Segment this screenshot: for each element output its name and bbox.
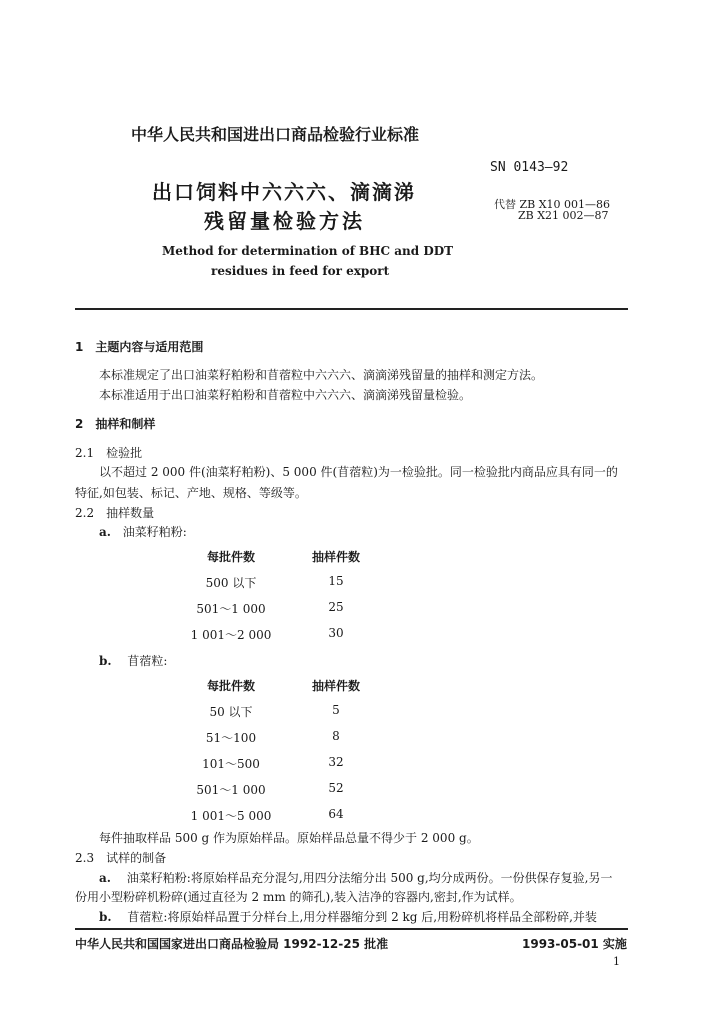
table-a-batch-2: 1 001～2 000	[190, 628, 272, 642]
item-2-3-b	[99, 908, 597, 925]
table-a-col-batch: 每批件数	[206, 550, 255, 564]
section-2-1-heading: 2.1 检验批	[75, 446, 143, 460]
header-divider	[75, 308, 628, 310]
table-b-sample-3: 52	[328, 781, 344, 795]
table-b-batch-1: 51～100	[205, 731, 257, 745]
table-b-sample-1: 8	[332, 729, 340, 743]
item-b-label: b.	[99, 654, 112, 668]
english-title-line-2: residues in feed for export	[211, 264, 390, 278]
item-a-label: a.	[99, 525, 111, 539]
table-a-sample-2: 30	[328, 626, 344, 640]
section-2-1-line-2: 特征,如包装、标记、产地、规格、等级等。	[75, 486, 307, 500]
section-2-1-line-1: 以不超过 2 000 件(油菜籽粕粉)、5 000 件(苜蓿粒)为一检验批。同一检验批内商品应具有同一的	[99, 465, 618, 479]
approval-statement: 中华人民共和国国家进出口商品检验局 1992-12-25 批准	[75, 937, 389, 951]
item-a	[99, 523, 187, 540]
effective-date: 1993-05-01 实施	[522, 937, 627, 951]
page-number: 1	[613, 955, 620, 968]
footer-divider	[75, 928, 628, 930]
table-b-col-batch: 每批件数	[206, 679, 255, 693]
table-a-col-sample: 抽样件数	[311, 550, 360, 564]
issuer-title: 中华人民共和国进出口商品检验行业标准	[131, 125, 420, 144]
table-b-sample-4: 64	[328, 807, 344, 821]
item-2-3-a-line-2: 份用小型粉碎机粉碎(通过直径为 2 mm 的筛孔),装入洁净的容器内,密封,作为试样。	[75, 890, 522, 904]
item-2-3-b-line-1: 苜蓿粒:将原始样品置于分样台上,用分样器缩分到 2 kg 后,用粉碎机将样品全部粉碎,并装	[127, 910, 597, 924]
table-a-batch-1: 501～1 000	[196, 602, 266, 616]
table-b-col-sample: 抽样件数	[311, 679, 360, 693]
section-2-2-heading: 2.2 抽样数量	[75, 506, 155, 520]
table-a-batch-0: 500 以下	[205, 576, 257, 590]
section-2-heading: 2 抽样和制样	[75, 417, 156, 431]
table-b-batch-0: 50 以下	[209, 705, 253, 719]
title-line-1: 出口饲料中六六六、滴滴涕	[152, 180, 416, 204]
replaces-standard-2: ZB X21 002—87	[518, 209, 609, 222]
section-1-para-1: 本标准规定了出口油菜籽粕粉和苜蓿粒中六六六、滴滴涕残留量的抽样和测定方法。	[99, 368, 544, 382]
table-b-sample-0: 5	[332, 703, 340, 717]
standard-number: SN 0143—92	[490, 160, 569, 175]
item-2-3-a-line-1: 油菜籽粕粉:将原始样品充分混匀,用四分法缩分出 500 g,均分成两份。一份供保存复验,另一	[126, 871, 613, 885]
table-b-sample-2: 32	[328, 755, 344, 769]
section-1-heading: 1 主题内容与适用范围	[75, 340, 204, 354]
item-a-text: 油菜籽粕粉:	[122, 525, 187, 539]
item-2-3-a	[99, 869, 613, 886]
item-2-3-a-label: a.	[99, 871, 111, 885]
replaces-standard-1: ZB X10 001—86	[519, 198, 611, 211]
replaces-label: 代替 ZB X10 001—86	[494, 198, 611, 211]
item-2-3-b-label: b.	[99, 910, 112, 924]
item-b-text: 苜蓿粒:	[127, 654, 168, 668]
table-b-batch-4: 1 001～5 000	[190, 809, 272, 823]
section-1-para-2: 本标准适用于出口油菜籽粕粉和苜蓿粒中六六六、滴滴涕残留量检验。	[99, 388, 472, 402]
table-a-sample-1: 25	[328, 600, 344, 614]
english-title-line-1: Method for determination of BHC and DDT	[162, 244, 454, 258]
sample-weight-note: 每件抽取样品 500 g 作为原始样品。原始样品总量不得少于 2 000 g。	[99, 831, 479, 845]
table-b-batch-2: 101～500	[202, 757, 260, 771]
section-2-3-heading: 2.3 试样的制备	[75, 851, 167, 865]
title-line-2: 残留量检验方法	[204, 209, 365, 233]
table-a-sample-0: 15	[328, 574, 344, 588]
item-b	[99, 652, 167, 669]
table-b-batch-3: 501～1 000	[196, 783, 266, 797]
